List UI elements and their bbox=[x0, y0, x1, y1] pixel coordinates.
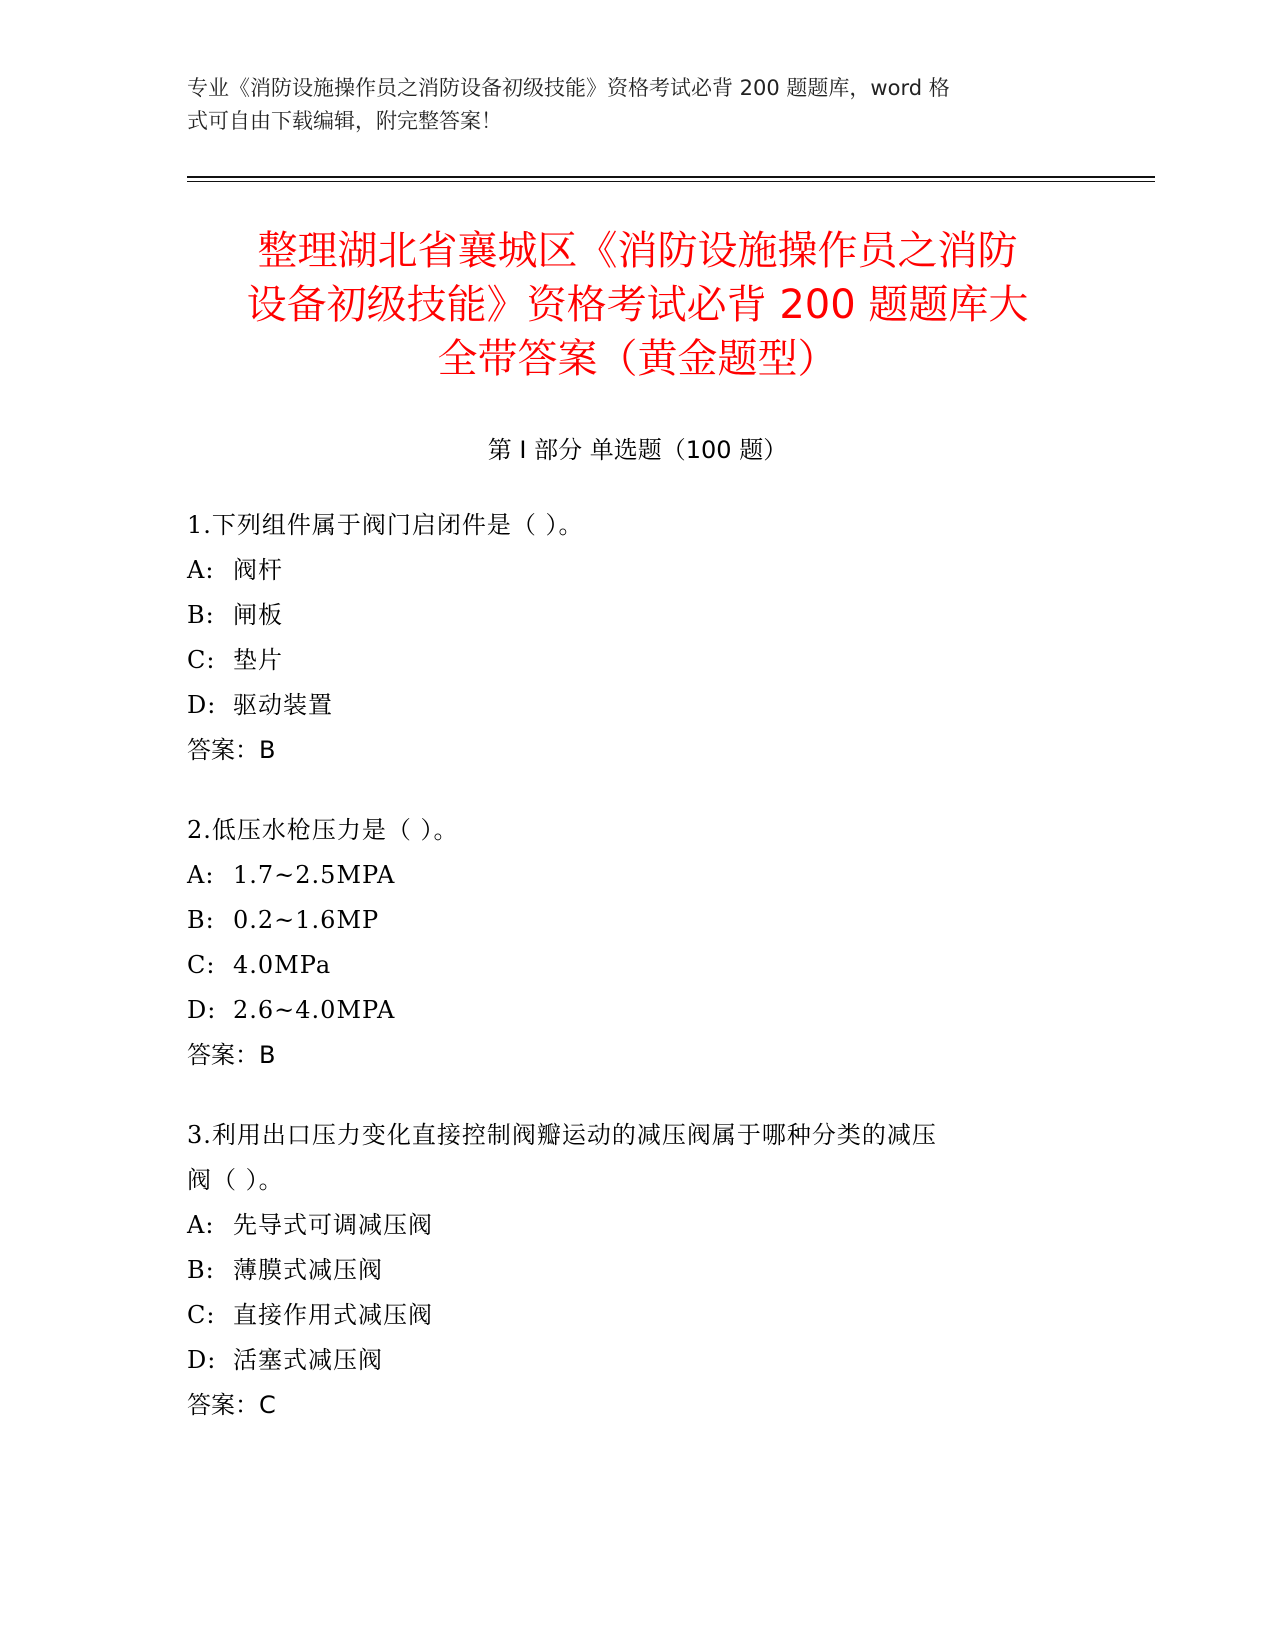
option-text: 直接作用式减压阀 bbox=[233, 1301, 433, 1329]
option-text: 薄膜式减压阀 bbox=[233, 1256, 383, 1284]
option-text: 4.0MPa bbox=[233, 951, 332, 979]
title-line-1: 整理湖北省襄城区《消防设施操作员之消防 bbox=[257, 228, 1018, 274]
section-heading: 第 I 部分 单选题（100 题） bbox=[487, 436, 788, 464]
option-d bbox=[187, 683, 1087, 728]
option-letter: C: bbox=[187, 646, 216, 674]
option-c bbox=[187, 1293, 1087, 1338]
option-letter: A: bbox=[187, 556, 215, 584]
option-letter: D: bbox=[187, 1346, 217, 1374]
option-letter: D: bbox=[187, 996, 217, 1024]
option-c bbox=[187, 638, 1087, 683]
option-a bbox=[187, 853, 1087, 898]
option-a bbox=[187, 548, 1087, 593]
option-letter: B: bbox=[187, 1256, 215, 1284]
option-text: 闸板 bbox=[233, 601, 283, 629]
option-text: 阀杆 bbox=[233, 556, 283, 584]
question-1 bbox=[187, 503, 1087, 773]
question-text: 1.下列组件属于阀门启闭件是（ ）。 bbox=[187, 511, 584, 539]
header-rule-thick bbox=[187, 176, 1155, 178]
header-line-1: 专业《消防设施操作员之消防设备初级技能》资格考试必背 200 题题库，word 格 bbox=[187, 76, 950, 100]
question-3 bbox=[187, 1113, 1087, 1428]
option-text: 0.2~1.6MP bbox=[233, 906, 380, 934]
option-text: 2.6~4.0MPA bbox=[233, 996, 396, 1024]
document-title bbox=[150, 224, 1125, 386]
option-letter: B: bbox=[187, 906, 215, 934]
title-line-3: 全带答案（黄金题型） bbox=[437, 336, 838, 382]
option-d bbox=[187, 988, 1087, 1033]
question-text: 2.低压水枪压力是（ ）。 bbox=[187, 816, 459, 844]
option-letter: C: bbox=[187, 1301, 216, 1329]
answer: 答案：B bbox=[187, 736, 276, 764]
answer: 答案：C bbox=[187, 1391, 276, 1419]
option-letter: B: bbox=[187, 601, 215, 629]
question-2 bbox=[187, 808, 1087, 1078]
page-header bbox=[187, 72, 1067, 138]
option-b bbox=[187, 593, 1087, 638]
option-text: 1.7~2.5MPA bbox=[233, 861, 396, 889]
header-rule-thin bbox=[187, 181, 1155, 182]
option-text: 先导式可调减压阀 bbox=[233, 1211, 433, 1239]
option-letter: A: bbox=[187, 1211, 215, 1239]
option-text: 垫片 bbox=[233, 646, 283, 674]
option-text: 活塞式减压阀 bbox=[233, 1346, 383, 1374]
option-a bbox=[187, 1203, 1087, 1248]
header-line-2: 式可自由下载编辑，附完整答案！ bbox=[187, 109, 502, 133]
option-text: 驱动装置 bbox=[233, 691, 333, 719]
answer: 答案：B bbox=[187, 1041, 276, 1069]
option-letter: A: bbox=[187, 861, 215, 889]
question-text-line-1: 3.利用出口压力变化直接控制阀瓣运动的减压阀属于哪种分类的减压 bbox=[187, 1121, 937, 1149]
option-c bbox=[187, 943, 1087, 988]
option-b bbox=[187, 898, 1087, 943]
option-letter: C: bbox=[187, 951, 216, 979]
question-text-line-2: 阀（ ）。 bbox=[187, 1166, 284, 1194]
option-b bbox=[187, 1248, 1087, 1293]
option-d bbox=[187, 1338, 1087, 1383]
option-letter: D: bbox=[187, 691, 217, 719]
title-line-2: 设备初级技能》资格考试必背 200 题题库大 bbox=[246, 282, 1029, 328]
